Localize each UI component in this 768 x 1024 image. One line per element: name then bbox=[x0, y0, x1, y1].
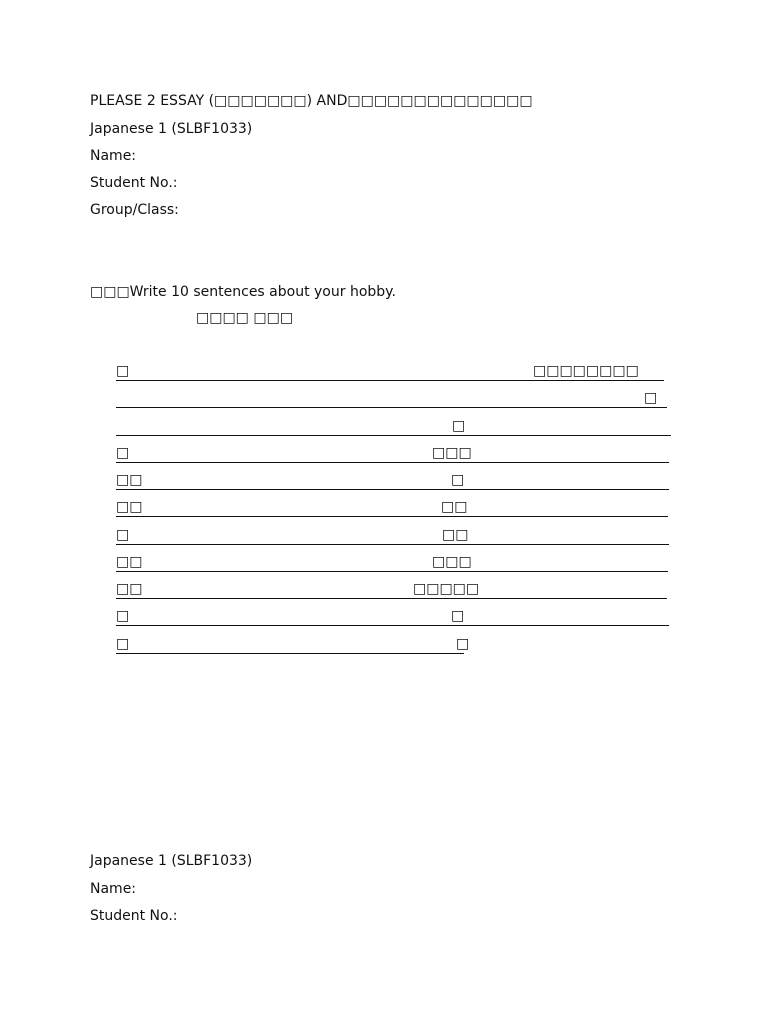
answer-line-9[interactable] bbox=[116, 580, 667, 599]
answer-line-end-text: □□ bbox=[442, 527, 469, 543]
answer-line-10[interactable] bbox=[116, 607, 669, 626]
answer-line-11[interactable] bbox=[116, 635, 470, 654]
footer-student-no-label: Student No.: bbox=[90, 908, 178, 924]
answer-line-3[interactable] bbox=[116, 417, 671, 436]
answer-line-start-text: □□ bbox=[116, 499, 143, 515]
student-no-label: Student No.: bbox=[90, 175, 178, 191]
answer-line-start-text: □□ bbox=[116, 554, 143, 570]
answer-line-end-text: □ bbox=[456, 636, 470, 652]
answer-line-4[interactable] bbox=[116, 444, 669, 463]
answer-line-end-text: □□□□□ bbox=[413, 581, 480, 597]
answer-line-end-text: □ bbox=[451, 608, 465, 624]
answer-line-start-text: □ bbox=[116, 608, 130, 624]
answer-line-6[interactable] bbox=[116, 498, 668, 517]
answer-line-end-text: □ bbox=[451, 472, 465, 488]
course-code: Japanese 1 (SLBF1033) bbox=[90, 121, 253, 137]
answer-line-end-text: □ bbox=[452, 418, 466, 434]
answer-line-5[interactable] bbox=[116, 471, 669, 490]
footer-name-label: Name: bbox=[90, 881, 137, 897]
answer-line-8[interactable] bbox=[116, 553, 668, 572]
answer-line-start-text: □ bbox=[116, 636, 130, 652]
answer-line-start-text: □ bbox=[116, 527, 130, 543]
answer-line-start-text: □ bbox=[116, 445, 130, 461]
answer-line-start-text: □□ bbox=[116, 472, 143, 488]
answer-line-2[interactable] bbox=[116, 389, 667, 408]
answer-line-end-text: □□ bbox=[441, 499, 468, 515]
group-class-label: Group/Class: bbox=[90, 202, 179, 218]
footer-course-code: Japanese 1 (SLBF1033) bbox=[90, 853, 253, 869]
answer-line-start-text: □ bbox=[116, 363, 130, 379]
answer-line-end-text: □ bbox=[644, 390, 658, 406]
question-subtitle: □□□□ □□□ bbox=[196, 310, 294, 326]
answer-line-7[interactable] bbox=[116, 526, 669, 545]
answer-line-end-text: □□□ bbox=[432, 554, 472, 570]
answer-line-start-text: □□ bbox=[116, 581, 143, 597]
document-title: PLEASE 2 ESSAY (□□□□□□□) AND□□□□□□□□□□□□□□ bbox=[90, 93, 533, 109]
answer-line-end-text: □□□ bbox=[432, 445, 472, 461]
answer-line-end-text: □□□□□□□□ bbox=[533, 363, 639, 379]
answer-line-1[interactable] bbox=[116, 362, 664, 381]
name-label: Name: bbox=[90, 148, 137, 164]
question-prompt: □□□Write 10 sentences about your hobby. bbox=[90, 284, 396, 300]
